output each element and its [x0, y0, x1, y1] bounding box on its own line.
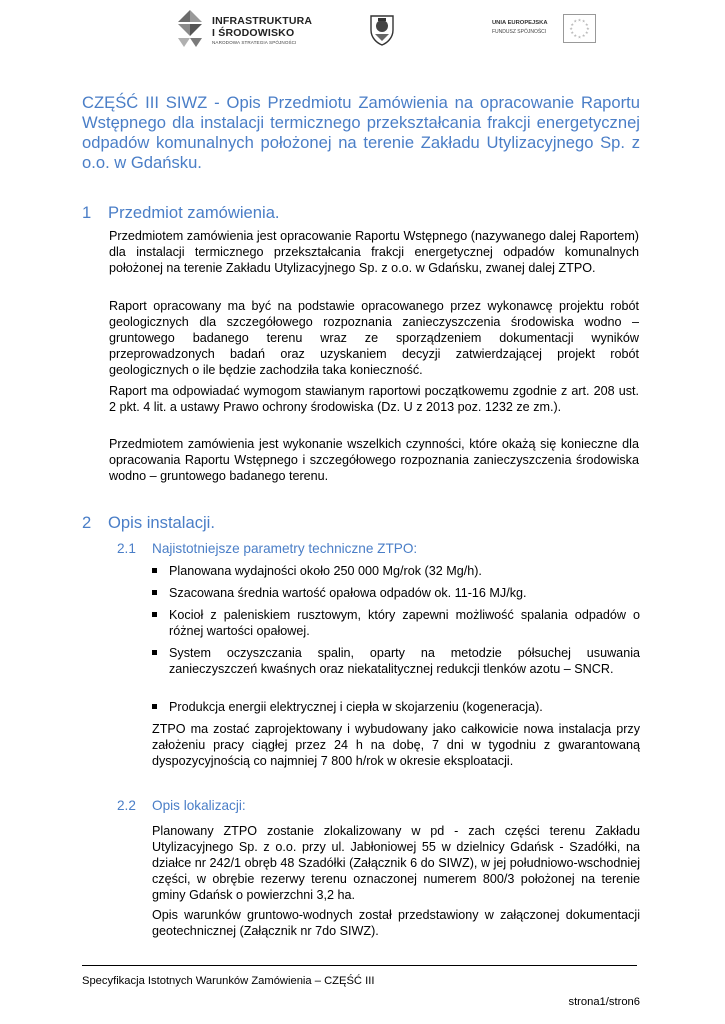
- bullet-square-icon: [152, 612, 157, 617]
- eu-star-icon: ★: [584, 21, 589, 27]
- section-2-heading: [82, 513, 215, 533]
- page-header: [0, 0, 725, 58]
- page-number: strona1/stron6: [568, 996, 640, 1008]
- eu-star-icon: ★: [570, 21, 575, 27]
- infra-logo-line1: INFRASTRUKTURA: [212, 15, 313, 27]
- infrastruktura-logo: [176, 8, 316, 50]
- list-item: [152, 607, 640, 639]
- list-item: [152, 699, 640, 715]
- eu-star-icon: ★: [581, 33, 586, 39]
- subsection-2-1-title: Najistotniejsze parametry techniczne ZTPO:: [152, 541, 418, 556]
- list-item-text: System oczyszczania spalin, oparty na metodzie półsuchej usuwania zanieczyszczeń kwaśnych oraz niekatalitycznej redukcji tlenków azotu – SNCR.: [169, 646, 640, 676]
- section-1-paragraph: Raport opracowany ma być na podstawie opracowanego przez wykonawcę projektu robót geologicznych dla szczegółowego rozpoznania zanieczyszczenia środowiska wodno – gruntowego badanego terenu wraz ze sporządzeniem dokumentacji wyników przeprowadzonych badań oraz uzyskaniem decyzji zatwierdzającej projekt robót geologicznych o ile będzie zachodziła taka konieczność.: [109, 299, 639, 377]
- eu-flag-icon: [563, 14, 596, 43]
- infra-logo-tagline: NARODOWA STRATEGIA SPÓJNOŚCI: [212, 40, 297, 45]
- subsection-2-2-paragraph: Opis warunków gruntowo-wodnych został przedstawiony w załączonej dokumentacji geotechnicznej (Załącznik nr 7do SIWZ).: [152, 908, 640, 938]
- subsection-2-2-number: 2.2: [117, 798, 136, 813]
- list-item: [152, 563, 640, 579]
- eu-star-icon: ★: [570, 30, 575, 36]
- list-item-text: Planowana wydajności około 250 000 Mg/rok (32 Mg/h).: [169, 564, 482, 578]
- list-item-text: Szacowana średnia wartość opałowa odpadów ok. 11-16 MJ/kg.: [169, 586, 527, 600]
- subsection-2-1-heading: [117, 541, 417, 556]
- section-1-paragraph: Przedmiotem zamówienia jest wykonanie wszelkich czynności, które okażą się konieczne dla opracowania Raportu Wstępnego i szczegółowego rozpoznania zanieczyszczenia środowiska wodno – gruntowego badanego terenu.: [109, 437, 639, 483]
- list-item-text: Produkcja energii elektrycznej i ciepła w skojarzeniu (kogeneracja).: [169, 700, 543, 714]
- section-1-heading: [82, 203, 280, 223]
- eu-star-icon: ★: [573, 18, 578, 24]
- bullet-square-icon: [152, 704, 157, 709]
- section-2-number: 2: [82, 513, 92, 532]
- eu-star-icon: ★: [573, 33, 578, 39]
- section-1-title: Przedmiot zamówienia.: [108, 203, 280, 222]
- section-1-number: 1: [82, 203, 92, 222]
- eu-star-icon: ★: [584, 30, 589, 36]
- list-item: [152, 645, 640, 677]
- footer-divider: [82, 965, 637, 966]
- section-2-title: Opis instalacji.: [108, 513, 215, 532]
- seal-emblem-icon: [368, 14, 396, 46]
- subsection-2-2-heading: [117, 798, 246, 813]
- eu-logo-line1: UNIA EUROPEJSKA: [492, 20, 548, 26]
- eu-star-icon: ★: [569, 25, 573, 31]
- eu-star-icon: ★: [586, 25, 590, 31]
- infra-logo-line2: I ŚRODOWISKO: [212, 27, 295, 39]
- bullet-square-icon: [152, 568, 157, 573]
- eu-star-icon: ★: [577, 34, 582, 40]
- subsection-2-1-paragraph: ZTPO ma zostać zaprojektowany i wybudowany jako całkowicie nowa instalacja przy założeniu pracy ciągłej przez 24 h na dobę, 7 dni w tygodniu z gwarantowaną dyspozycyjnością co najmniej 7 800 h/rok w okresie eksploatacji.: [152, 722, 640, 768]
- eu-star-icon: ★: [577, 17, 582, 23]
- infrastructure-logo-icon: [176, 8, 204, 48]
- bullet-square-icon: [152, 650, 157, 655]
- section-1-paragraph: Przedmiotem zamówienia jest opracowanie Raportu Wstępnego (nazywanego dalej Raportem) dla instalacji termicznego przekształcania frakcji energetycznej odpadów komunalnych położonej na terenie Zakładu Utylizacyjnego Sp. z o.o. w Gdańsku, zwanej dalej ZTPO.: [109, 229, 639, 275]
- section-1-paragraph: Raport ma odpowiadać wymogom stawianym raportowi początkowemu zgodnie z art. 208 ust. 2 pkt. 4 lit. a ustawy Prawo ochrony środowiska (Dz. U z 2013 poz. 1232 ze zm.).: [109, 384, 639, 414]
- eu-cohesion-fund-logo: [492, 14, 596, 44]
- subsection-2-2-title: Opis lokalizacji:: [152, 798, 246, 813]
- footer-document-name: Specyfikacja Istotnych Warunków Zamówienia – CZĘŚĆ III: [82, 975, 375, 987]
- bullet-square-icon: [152, 590, 157, 595]
- list-item-text: Kocioł z paleniskiem rusztowym, który zapewni możliwość spalania odpadów o różnej wartości opałowej.: [169, 608, 640, 638]
- document-title: CZĘŚĆ III SIWZ - Opis Przedmiotu Zamówienia na opracowanie Raportu Wstępnego dla instalacji termicznego przekształcania frakcji energetycznej odpadów komunalnych położonej na terenie Zakładu Utylizacyjnego Sp. z o.o. w Gdańsku.: [82, 93, 640, 172]
- subsection-2-1-number: 2.1: [117, 541, 136, 556]
- eu-logo-line2: FUNDUSZ SPÓJNOŚCI: [492, 29, 547, 35]
- eu-star-icon: ★: [581, 18, 586, 24]
- subsection-2-2-paragraph: Planowany ZTPO zostanie zlokalizowany w pd - zach części terenu Zakładu Utylizacyjnego Sp. z o.o. przy ul. Jabłoniowej 55 w dzielnicy Gdańsk - Szadółki, na działce nr 242/1 obręb 48 Szadółki (Załącznik 6 do SIWZ), w jej południowo-wschodniej części, w obrębie rezerwy terenu oznaczonej numerem 800/3 położonej na terenie gminy Gdańsk o powierzchni 3,2 ha.: [152, 824, 640, 902]
- list-item: [152, 585, 640, 601]
